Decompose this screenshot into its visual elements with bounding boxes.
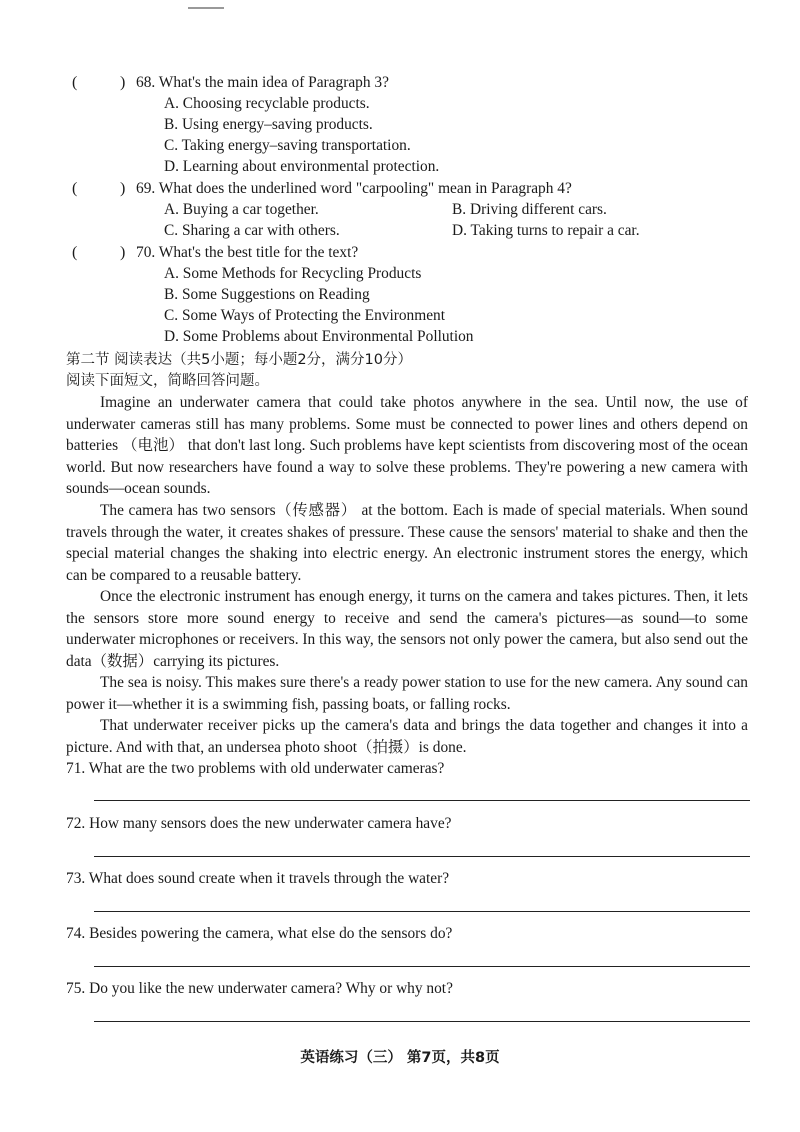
page-footer: 英语练习（三） 第7页，共8页 (300, 1050, 500, 1066)
question-68-option-c: C. Taking energy–saving transportation. (164, 137, 411, 154)
answer-line-75[interactable] (94, 1021, 750, 1022)
answer-paren-open: ( (72, 74, 78, 91)
section-instruction: 阅读下面短文，简略回答问题。 (66, 373, 269, 389)
answer-paren-open: ( (72, 244, 78, 261)
question-68-stem: 68. What's the main idea of Paragraph 3? (136, 74, 389, 91)
answer-line-71[interactable] (94, 800, 750, 801)
question-70-option-c: C. Some Ways of Protecting the Environment (164, 307, 446, 324)
passage-paragraph-1: Imagine an underwater camera that could take photos anywhere in the sea. Until now, the use of underwater cameras still has many problems. Some must be connected to power lines and others depend on batteries （电池） that don't last long. Such problems have kept scientists from discovering most of the ocean world. But now researchers have found a way to solve these problems. They're powering a new camera with sounds—ocean sounds. (66, 394, 748, 498)
answer-paren-close: ) (120, 180, 126, 197)
question-69-stem: 69. What does the underlined word "carpooling" mean in Paragraph 4? (136, 180, 572, 197)
section-title: 第二节 阅读表达（共5小题；每小题2分，满分10分） (66, 352, 413, 368)
answer-line-74[interactable] (94, 966, 750, 967)
question-69-option-c: C. Sharing a car with others. (164, 222, 340, 239)
question-70-stem: 70. What's the best title for the text? (136, 244, 359, 261)
question-68-option-b: B. Using energy–saving products. (164, 116, 373, 133)
question-74: 74. Besides powering the camera, what else do the sensors do? (66, 925, 453, 942)
answer-paren-close: ) (120, 74, 126, 91)
passage-paragraph-5: That underwater receiver picks up the camera's data and brings the data together and changes it into a picture. And with that, an undersea photo shoot（拍摄）is done. (66, 717, 748, 756)
passage-paragraph-3: Once the electronic instrument has enough energy, it turns on the camera and takes pictures. Then, it lets the sensors store more sound energy to receive and send the camera's pictures—as sound—to some underwater microphones or receivers. In this way, the sensors not only power the camera, but also send out the data（数据）carrying its pictures. (66, 588, 748, 670)
question-68-option-d: D. Learning about environmental protection. (164, 158, 440, 175)
answer-line-73[interactable] (94, 911, 750, 912)
question-70-option-b: B. Some Suggestions on Reading (164, 286, 370, 303)
question-70-option-a: A. Some Methods for Recycling Products (164, 265, 422, 282)
question-70-option-d: D. Some Problems about Environmental Pollution (164, 328, 474, 345)
question-69-option-a: A. Buying a car together. (164, 201, 319, 218)
passage-paragraph-2: The camera has two sensors（传感器） at the bottom. Each is made of special materials. When sound travels through the water, it creates shakes of pressure. These cause the sensors' material to shake and then the special material changes the shaking into electric energy. An electronic instrument stores the energy, which can be compared to a reusable battery. (66, 502, 748, 584)
question-75: 75. Do you like the new underwater camera? Why or why not? (66, 980, 453, 997)
answer-paren-close: ) (120, 244, 126, 261)
answer-line-72[interactable] (94, 856, 750, 857)
question-72: 72. How many sensors does the new underwater camera have? (66, 815, 452, 832)
question-68-option-a: A. Choosing recyclable products. (164, 95, 370, 112)
answer-paren-open: ( (72, 180, 78, 197)
question-71: 71. What are the two problems with old underwater cameras? (66, 760, 445, 777)
question-69-option-b: B. Driving different cars. (452, 201, 607, 218)
question-73: 73. What does sound create when it travels through the water? (66, 870, 450, 887)
question-69-option-d: D. Taking turns to repair a car. (452, 222, 640, 239)
passage-paragraph-4: The sea is noisy. This makes sure there's a ready power station to use for the new camera. Any sound can power it—whether it is a swimming fish, passing boats, or falling rocks. (66, 674, 748, 713)
scan-mark (188, 7, 224, 9)
